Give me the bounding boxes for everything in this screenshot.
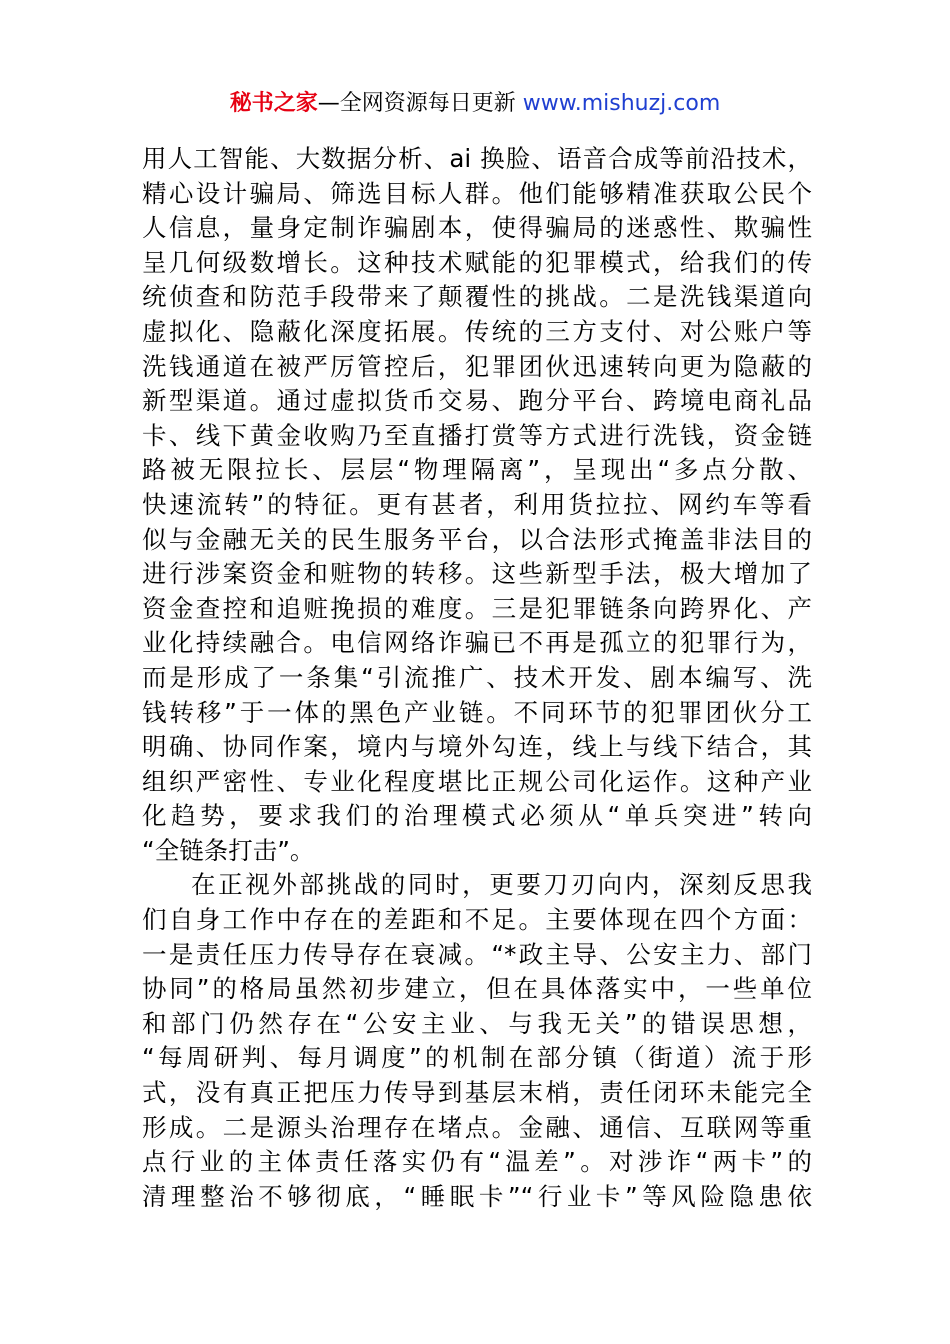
text-line: 明确、协同作案，境内与境外勾连，线上与线下结合，其 (142, 732, 812, 762)
text-line: 快速流转”的特征。更有甚者，利用货拉拉、网约车等看 (142, 489, 812, 519)
text-line: 点行业的主体责任落实仍有“温差”。对涉诈“两卡”的 (142, 1147, 812, 1177)
text-line: 用人工智能、大数据分析、ai 换脸、语音合成等前沿技术， (142, 144, 812, 173)
text-line: 化趋势，要求我们的治理模式必须从“单兵突进”转向 (142, 801, 812, 831)
text-line: 精心设计骗局、筛选目标人群。他们能够精准获取公民个 (142, 178, 812, 208)
text-line: 业化持续融合。电信网络诈骗已不再是孤立的犯罪行为， (142, 628, 812, 658)
text-line: 组织严密性、专业化程度堪比正规公司化运作。这种产业 (142, 766, 812, 796)
text-line: 钱转移”于一体的黑色产业链。不同环节的犯罪团伙分工 (142, 697, 812, 727)
site-brand: 秘书之家 (229, 91, 318, 116)
text-line: 新型渠道。通过虚拟货币交易、跑分平台、跨境电商礼品 (142, 386, 812, 416)
text-line: 而是形成了一条集“引流推广、技术开发、剧本编写、洗 (142, 662, 812, 692)
text-line: 式，没有真正把压力传导到基层末梢，责任闭环未能完全 (142, 1078, 812, 1108)
paragraph-start-line: 在正视外部挑战的同时，更要刀刃向内，深刻反思我 (191, 870, 812, 900)
text-line: 虚拟化、隐蔽化深度拓展。传统的三方支付、对公账户等 (142, 316, 812, 346)
text-line: 一是责任压力传导存在衰减。“*政主导、公安主力、部门 (142, 939, 812, 969)
text-line: 资金查控和追赃挽损的难度。三是犯罪链条向跨界化、产 (142, 593, 812, 623)
text-line: 呈几何级数增长。这种技术赋能的犯罪模式，给我们的传 (142, 247, 812, 277)
text-line: 洗钱通道在被严厉管控后，犯罪团伙迅速转向更为隐蔽的 (142, 351, 812, 381)
site-header (0, 88, 950, 120)
text-line: 们自身工作中存在的差距和不足。主要体现在四个方面： (142, 905, 812, 935)
paragraph-end-line: “全链条打击”。 (142, 835, 315, 865)
text-line: 进行涉案资金和赃物的转移。这些新型手法，极大增加了 (142, 559, 812, 589)
text-line: 人信息，量身定制诈骗剧本，使得骗局的迷惑性、欺骗性 (142, 213, 812, 243)
text-line: 协同”的格局虽然初步建立，但在具体落实中，一些单位 (142, 974, 812, 1004)
text-line: 清理整治不够彻底，“睡眠卡”“行业卡”等风险隐患依 (142, 1181, 812, 1211)
text-line: 卡、线下黄金收购乃至直播打赏等方式进行洗钱，资金链 (142, 420, 812, 450)
text-line: 形成。二是源头治理存在堵点。金融、通信、互联网等重 (142, 1112, 812, 1142)
text-line: 统侦查和防范手段带来了颠覆性的挑战。二是洗钱渠道向 (142, 282, 812, 312)
document-body (142, 142, 812, 1214)
text-line: 似与金融无关的民生服务平台，以合法形式掩盖非法目的 (142, 524, 812, 554)
text-line: 路被无限拉长、层层“物理隔离”，呈现出“多点分散、 (142, 455, 812, 485)
text-line: 和部门仍然存在“公安主业、与我无关”的错误思想， (142, 1008, 812, 1038)
site-tagline: —全网资源每日更新 (317, 91, 523, 116)
site-url-link[interactable]: www.mishuzj.com (522, 91, 721, 116)
text-line: “每周研判、每月调度”的机制在部分镇（街道）流于形 (142, 1043, 812, 1073)
